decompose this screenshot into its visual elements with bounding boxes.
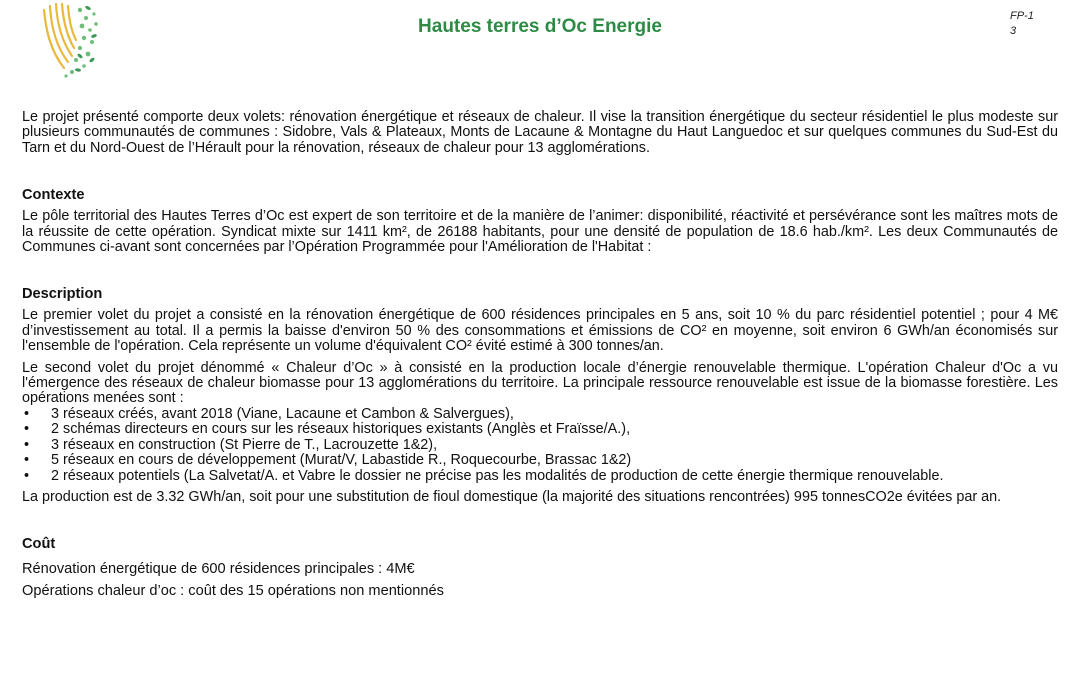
contexte-paragraph: Le pôle territorial des Hautes Terres d’Oc est expert de son territoire et de la manière de l’animer: disponibilité, réactivité et persévérance sont les maîtres mots de la réussite de cette opération. Syndicat mixte sur 1411 km², de 26188 habitants, pour une densité de population de 18.6 hab./km². Les deux Communautés de Communes ci-avant sont concernées par l’Opération Programmée pour l'Amélioration de l'Habitat :: [22, 208, 1058, 256]
cout-line-chaleur: Opérations chaleur d’oc : coût des 15 opérations non mentionnés: [22, 583, 444, 600]
reference-number: 3: [1010, 25, 1017, 37]
bullet-icon: •: [24, 436, 30, 453]
bullet-icon: •: [24, 467, 30, 484]
bullet-icon: •: [24, 405, 30, 422]
list-item: • 3 réseaux en construction (St Pierre de T., Lacrouzette 1&2),: [24, 436, 438, 453]
list-item: • 2 schémas directeurs en cours sur les réseaux historiques existants (Anglès et Fraïsse/A.),: [24, 421, 631, 438]
list-item: • 2 réseaux potentiels (La Salvetat/A. et Vabre le dossier ne précise pas les modalités de production de cette énergie thermique renouvelable.: [24, 467, 944, 484]
list-item: • 5 réseaux en cours de développement (Murat/V, Labastide R., Roquecourbe, Brassac 1&2): [24, 452, 632, 469]
reference-code: FP-1: [1010, 10, 1034, 22]
list-item: • 3 réseaux créés, avant 2018 (Viane, Lacaune et Cambon & Salvergues),: [24, 405, 514, 422]
description-paragraph-1: Le premier volet du projet a consisté en la rénovation énergétique de 600 résidences principales en 5 ans, soit 10 % du parc résidentiel potentiel ; pour 4 M€ d’investissement au total. Il a permis la baisse d'environ 50 % des consommations et émissions de CO² en moyenne, soit environ 6 GWh/an économisés sur l'ensemble de l'opération. Cela représente un volume d'équivalent CO² évité estimé à 300 tonnes/an.: [22, 307, 1058, 355]
description-heading: Description: [22, 286, 103, 303]
operations-list: [22, 407, 1058, 484]
page-title: Hautes terres d’Oc Energie: [418, 16, 662, 37]
bullet-icon: •: [24, 452, 30, 469]
document-body: [22, 110, 1058, 602]
intro-paragraph: Le projet présenté comporte deux volets: rénovation énergétique et réseaux de chaleur. Il vise la transition énergétique du secteur résidentiel le plus modeste sur plusieurs communautés de communes : Sidobre, Vals & Plateaux, Monts de Lacaune & Montagne du Haut Languedoc et sur quelques communes du Sud-Est du Tarn et du Nord-Ouest de l’Hérault pour la rénovation, réseaux de chaleur pour 13 agglomérations.: [22, 109, 1058, 156]
document-reference: [1010, 9, 1034, 39]
contexte-heading: Contexte: [22, 187, 85, 204]
description-paragraph-2: Le second volet du projet dénommé « Chaleur d’Oc » à consisté en la production locale d’énergie renouvelable thermique. L'opération Chaleur d'Oc a vu l'émergence des réseaux de chaleur biomasse pour 13 agglomérations du territoire. La principale ressource renouvelable est issue de la biomasse forestière. Les opérations menées sont :: [22, 359, 1058, 407]
bullet-icon: •: [24, 421, 30, 438]
cout-heading: Coût: [22, 536, 56, 553]
fingerprint-leaf-logo: [36, 0, 102, 80]
description-paragraph-3: La production est de 3.32 GWh/an, soit pour une substitution de fioul domestique (la majorité des situations rencontrées) 995 tonnesCO2e évitées par an.: [22, 488, 1002, 505]
cout-line-renovation: Rénovation énergétique de 600 résidences principales : 4M€: [22, 561, 415, 578]
